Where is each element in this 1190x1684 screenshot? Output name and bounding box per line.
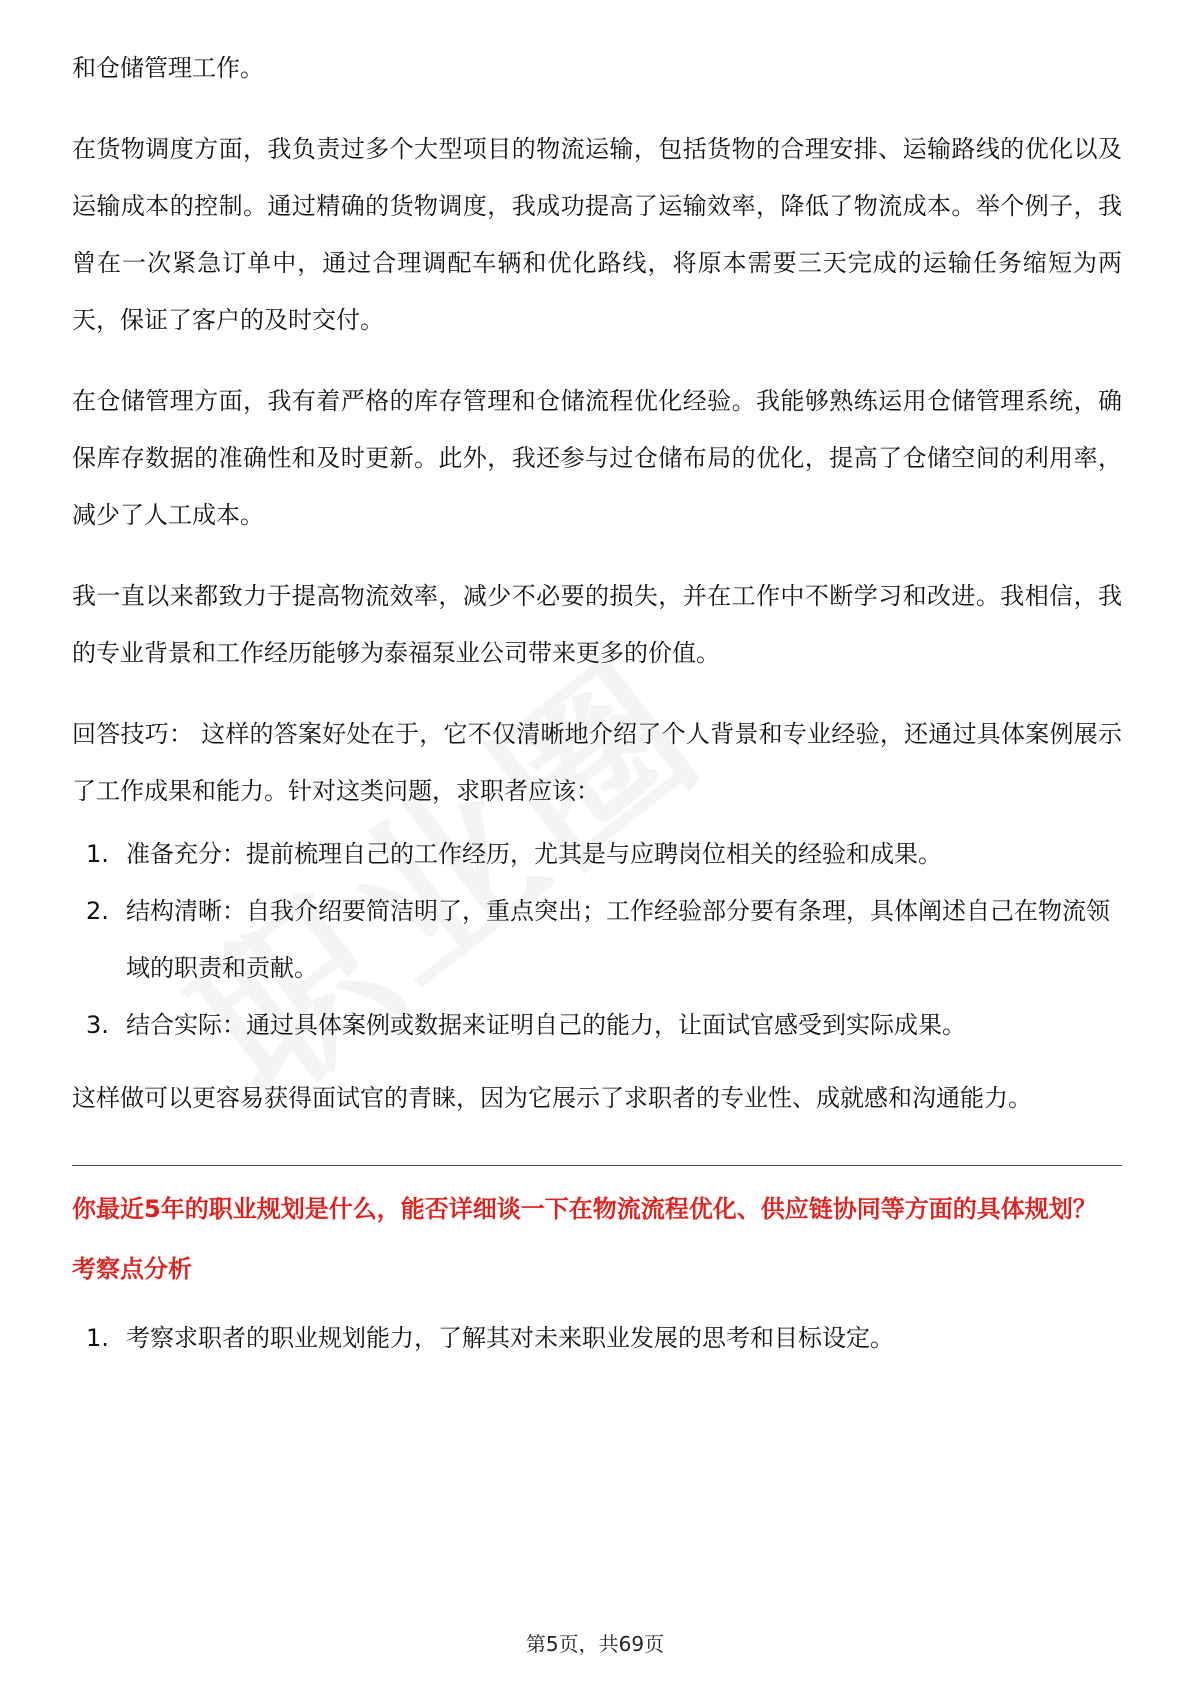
list-item-text: 结合实际：通过具体案例或数据来证明自己的能力，让面试官感受到实际成果。 bbox=[126, 1011, 966, 1039]
page-number: 第5页，共69页 bbox=[525, 1632, 665, 1656]
paragraph-conclusion: 这样做可以更容易获得面试官的青睐，因为它展示了求职者的专业性、成就感和沟通能力。 bbox=[72, 1084, 1032, 1112]
section-divider bbox=[72, 1165, 1122, 1166]
paragraph-continuation: 和仓储管理工作。 bbox=[72, 54, 264, 82]
list-number: 1. bbox=[86, 840, 109, 868]
list-number: 3. bbox=[86, 1011, 109, 1039]
paragraph-dispatch: 在货物调度方面，我负责过多个大型项目的物流运输，包括货物的合理安排、运输路线的优化以及运输成本的控制。通过精确的货物调度，我成功提高了运输效率，降低了物流成本。举个例子，我曾在一次紧急订单中，通过合理调配车辆和优化路线，将原本需要三天完成的运输任务缩短为两天，保证了客户的及时交付。 bbox=[72, 135, 1122, 334]
list-item-text: 考察求职者的职业规划能力，了解其对未来职业发展的思考和目标设定。 bbox=[126, 1324, 894, 1352]
question-heading: 你最近5年的职业规划是什么，能否详细谈一下在物流流程优化、供应链协同等方面的具体规划？ bbox=[72, 1195, 1097, 1223]
paragraph-warehouse: 在仓储管理方面，我有着严格的库存管理和仓储流程优化经验。我能够熟练运用仓储管理系统，确保库存数据的准确性和及时更新。此外，我还参与过仓储布局的优化，提高了仓储空间的利用率，减少了人工成本。 bbox=[72, 387, 1122, 529]
list-item bbox=[72, 883, 1122, 997]
list-item bbox=[72, 1310, 1122, 1367]
page-content bbox=[72, 40, 1122, 1367]
list-number: 2. bbox=[86, 897, 109, 925]
analysis-heading: 考察点分析 bbox=[72, 1255, 192, 1283]
list-item bbox=[72, 997, 1122, 1054]
paragraph-commitment: 我一直以来都致力于提高物流效率，减少不必要的损失，并在工作中不断学习和改进。我相信，我的专业背景和工作经历能够为泰福泵业公司带来更多的价值。 bbox=[72, 582, 1122, 667]
tips-list bbox=[72, 826, 1122, 1054]
paragraph-answer-tips: 回答技巧： 这样的答案好处在于，它不仅清晰地介绍了个人背景和专业经验，还通过具体案例展示了工作成果和能力。针对这类问题，求职者应该： bbox=[72, 720, 1122, 805]
list-item-text: 结构清晰：自我介绍要简洁明了，重点突出；工作经验部分要有条理，具体阐述自己在物流领域的职责和贡献。 bbox=[126, 897, 1110, 982]
list-item bbox=[72, 826, 1122, 883]
analysis-list bbox=[72, 1310, 1122, 1367]
list-number: 1. bbox=[86, 1324, 109, 1352]
list-item-text: 准备充分：提前梳理自己的工作经历，尤其是与应聘岗位相关的经验和成果。 bbox=[126, 840, 942, 868]
